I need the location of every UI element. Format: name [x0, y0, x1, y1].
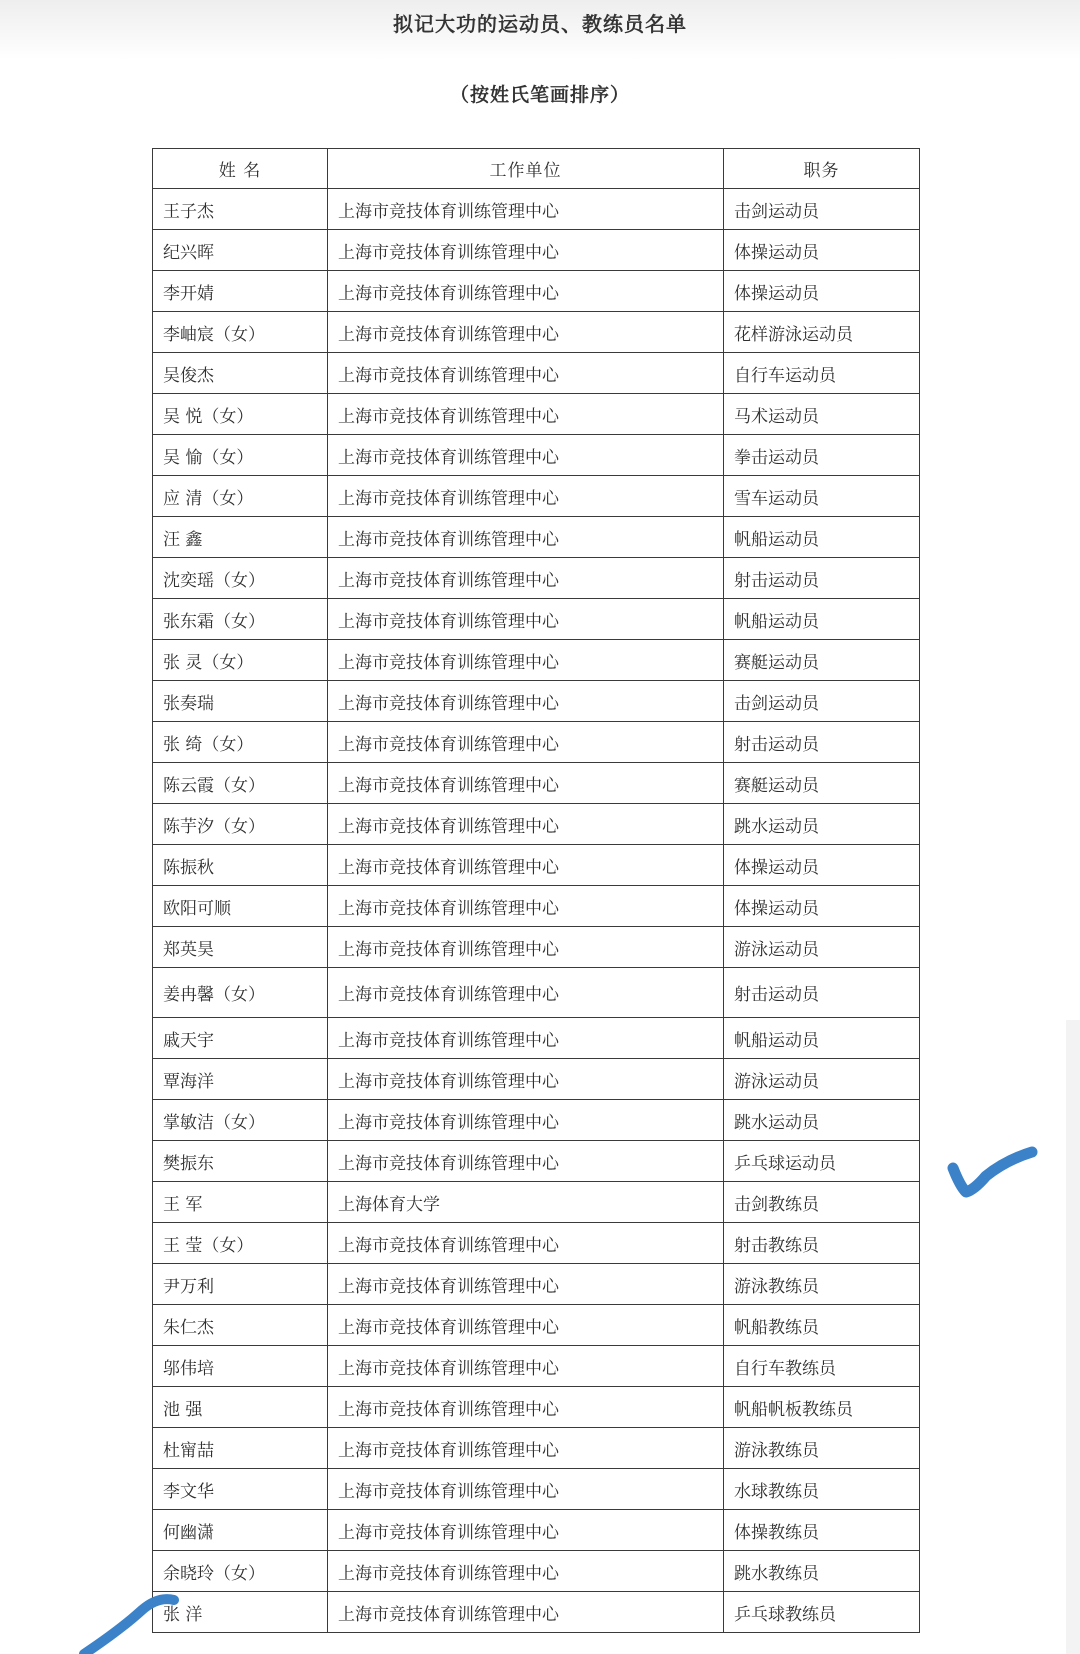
cell-name: 张奏瑞: [153, 681, 328, 722]
checkmark-icon: [953, 1152, 1032, 1192]
right-edge-strip: [1066, 1020, 1080, 1654]
table-row: [153, 968, 920, 1018]
cell-name: 覃海洋: [153, 1059, 328, 1100]
cell-name: 李开婧: [153, 271, 328, 312]
table-row: [153, 640, 920, 681]
table-row: [153, 1592, 920, 1633]
cell-role: 射击运动员: [724, 558, 920, 599]
cell-name: 掌敏洁（女）: [153, 1100, 328, 1141]
cell-name: 杜甯喆: [153, 1428, 328, 1469]
cell-name: 李文华: [153, 1469, 328, 1510]
cell-name: 欧阳可顺: [153, 886, 328, 927]
cell-unit: 上海市竞技体育训练管理中心: [328, 1469, 724, 1510]
table-row: [153, 927, 920, 968]
cell-name: 池 强: [153, 1387, 328, 1428]
cell-name: 吴 悦（女）: [153, 394, 328, 435]
cell-name: 张东霜（女）: [153, 599, 328, 640]
cell-unit: 上海市竞技体育训练管理中心: [328, 599, 724, 640]
cell-unit: 上海市竞技体育训练管理中心: [328, 394, 724, 435]
cell-name: 李岫宸（女）: [153, 312, 328, 353]
cell-unit: 上海市竞技体育训练管理中心: [328, 722, 724, 763]
table-row: [153, 189, 920, 230]
table-row: [153, 1469, 920, 1510]
cell-role: 帆船运动员: [724, 1018, 920, 1059]
cell-unit: 上海市竞技体育训练管理中心: [328, 271, 724, 312]
cell-name: 郑英昊: [153, 927, 328, 968]
cell-name: 陈振秋: [153, 845, 328, 886]
cell-unit: 上海体育大学: [328, 1182, 724, 1223]
cell-unit: 上海市竞技体育训练管理中心: [328, 1018, 724, 1059]
cell-unit: 上海市竞技体育训练管理中心: [328, 1387, 724, 1428]
table-row: [153, 1305, 920, 1346]
cell-role: 游泳教练员: [724, 1428, 920, 1469]
document-subtitle: （按姓氏笔画排序）: [449, 84, 630, 106]
cell-unit: 上海市竞技体育训练管理中心: [328, 1428, 724, 1469]
cell-unit: 上海市竞技体育训练管理中心: [328, 1141, 724, 1182]
table-row: [153, 1428, 920, 1469]
cell-role: 体操教练员: [724, 1510, 920, 1551]
cell-unit: 上海市竞技体育训练管理中心: [328, 435, 724, 476]
table-row: [153, 763, 920, 804]
cell-name: 陈芋汐（女）: [153, 804, 328, 845]
table-row: [153, 1510, 920, 1551]
cell-name: 樊振东: [153, 1141, 328, 1182]
cell-unit: 上海市竞技体育训练管理中心: [328, 1551, 724, 1592]
cell-unit: 上海市竞技体育训练管理中心: [328, 1059, 724, 1100]
cell-role: 跳水教练员: [724, 1551, 920, 1592]
cell-unit: 上海市竞技体育训练管理中心: [328, 804, 724, 845]
cell-name: 何幽潇: [153, 1510, 328, 1551]
cell-name: 陈云霞（女）: [153, 763, 328, 804]
cell-unit: 上海市竞技体育训练管理中心: [328, 845, 724, 886]
cell-role: 乒乓球运动员: [724, 1141, 920, 1182]
cell-unit: 上海市竞技体育训练管理中心: [328, 1100, 724, 1141]
document-title: 拟记大功的运动员、教练员名单: [393, 12, 687, 36]
cell-role: 射击教练员: [724, 1223, 920, 1264]
header-name: 姓 名: [153, 149, 328, 189]
table-row: [153, 1551, 920, 1592]
cell-unit: 上海市竞技体育训练管理中心: [328, 1592, 724, 1633]
table-row: [153, 476, 920, 517]
cell-unit: 上海市竞技体育训练管理中心: [328, 927, 724, 968]
cell-role: 游泳运动员: [724, 927, 920, 968]
cell-role: 跳水运动员: [724, 1100, 920, 1141]
cell-name: 张 洋: [153, 1592, 328, 1633]
cell-unit: 上海市竞技体育训练管理中心: [328, 1264, 724, 1305]
cell-role: 雪车运动员: [724, 476, 920, 517]
table-row: [153, 1223, 920, 1264]
cell-role: 体操运动员: [724, 271, 920, 312]
cell-role: 花样游泳运动员: [724, 312, 920, 353]
cell-role: 帆船帆板教练员: [724, 1387, 920, 1428]
cell-role: 赛艇运动员: [724, 640, 920, 681]
table-row: [153, 271, 920, 312]
table-row: [153, 845, 920, 886]
cell-role: 帆船教练员: [724, 1305, 920, 1346]
cell-unit: 上海市竞技体育训练管理中心: [328, 1346, 724, 1387]
cell-unit: 上海市竞技体育训练管理中心: [328, 886, 724, 927]
cell-unit: 上海市竞技体育训练管理中心: [328, 640, 724, 681]
cell-name: 余晓玲（女）: [153, 1551, 328, 1592]
cell-name: 王子杰: [153, 189, 328, 230]
cell-name: 吴 愉（女）: [153, 435, 328, 476]
cell-role: 体操运动员: [724, 845, 920, 886]
roster-body: [153, 189, 920, 1633]
cell-role: 击剑运动员: [724, 681, 920, 722]
cell-role: 水球教练员: [724, 1469, 920, 1510]
cell-role: 体操运动员: [724, 230, 920, 271]
cell-unit: 上海市竞技体育训练管理中心: [328, 968, 724, 1018]
cell-role: 击剑运动员: [724, 189, 920, 230]
cell-unit: 上海市竞技体育训练管理中心: [328, 476, 724, 517]
table-row: [153, 804, 920, 845]
cell-name: 朱仁杰: [153, 1305, 328, 1346]
cell-role: 游泳运动员: [724, 1059, 920, 1100]
cell-name: 王 军: [153, 1182, 328, 1223]
roster-table: [152, 148, 920, 1633]
cell-name: 纪兴晖: [153, 230, 328, 271]
cell-unit: 上海市竞技体育训练管理中心: [328, 312, 724, 353]
cell-role: 乒乓球教练员: [724, 1592, 920, 1633]
table-row: [153, 1387, 920, 1428]
table-row: [153, 886, 920, 927]
cell-unit: 上海市竞技体育训练管理中心: [328, 353, 724, 394]
cell-role: 赛艇运动员: [724, 763, 920, 804]
cell-role: 游泳教练员: [724, 1264, 920, 1305]
table-row: [153, 435, 920, 476]
table-row: [153, 681, 920, 722]
table-row: [153, 312, 920, 353]
table-row: [153, 1100, 920, 1141]
cell-name: 张 灵（女）: [153, 640, 328, 681]
cell-name: 应 清（女）: [153, 476, 328, 517]
table-row: [153, 1018, 920, 1059]
cell-name: 王 莹（女）: [153, 1223, 328, 1264]
table-row: [153, 1346, 920, 1387]
cell-name: 张 绮（女）: [153, 722, 328, 763]
cell-name: 吴俊杰: [153, 353, 328, 394]
cell-name: 姜冉馨（女）: [153, 968, 328, 1018]
cell-name: 沈奕瑶（女）: [153, 558, 328, 599]
cell-role: 拳击运动员: [724, 435, 920, 476]
cell-unit: 上海市竞技体育训练管理中心: [328, 558, 724, 599]
table-row: [153, 1264, 920, 1305]
cell-unit: 上海市竞技体育训练管理中心: [328, 1223, 724, 1264]
cell-unit: 上海市竞技体育训练管理中心: [328, 1510, 724, 1551]
header-role: 职务: [724, 149, 920, 189]
cell-role: 帆船运动员: [724, 599, 920, 640]
cell-name: 尹万利: [153, 1264, 328, 1305]
table-row: [153, 599, 920, 640]
table-row: [153, 1182, 920, 1223]
header-unit: 工作单位: [328, 149, 724, 189]
cell-unit: 上海市竞技体育训练管理中心: [328, 763, 724, 804]
cell-name: 邬伟培: [153, 1346, 328, 1387]
table-row: [153, 1059, 920, 1100]
cell-role: 自行车教练员: [724, 1346, 920, 1387]
table-row: [153, 558, 920, 599]
table-row: [153, 353, 920, 394]
cell-unit: 上海市竞技体育训练管理中心: [328, 230, 724, 271]
cell-role: 射击运动员: [724, 722, 920, 763]
cell-name: 汪 鑫: [153, 517, 328, 558]
cell-unit: 上海市竞技体育训练管理中心: [328, 517, 724, 558]
table-row: [153, 1141, 920, 1182]
cell-role: 自行车运动员: [724, 353, 920, 394]
table-row: [153, 230, 920, 271]
cell-role: 跳水运动员: [724, 804, 920, 845]
cell-role: 击剑教练员: [724, 1182, 920, 1223]
table-row: [153, 722, 920, 763]
cell-role: 体操运动员: [724, 886, 920, 927]
cell-unit: 上海市竞技体育训练管理中心: [328, 1305, 724, 1346]
table-row: [153, 517, 920, 558]
table-row: [153, 394, 920, 435]
cell-unit: 上海市竞技体育训练管理中心: [328, 681, 724, 722]
cell-role: 射击运动员: [724, 968, 920, 1018]
cell-role: 马术运动员: [724, 394, 920, 435]
cell-unit: 上海市竞技体育训练管理中心: [328, 189, 724, 230]
cell-role: 帆船运动员: [724, 517, 920, 558]
header-row: [153, 149, 920, 189]
cell-name: 戚天宇: [153, 1018, 328, 1059]
